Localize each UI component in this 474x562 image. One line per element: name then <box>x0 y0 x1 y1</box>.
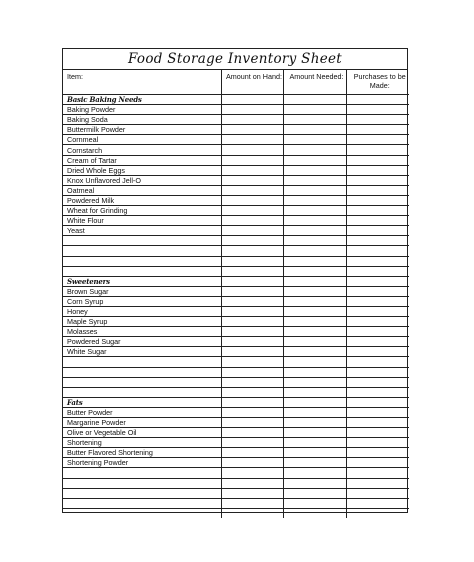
purchases-cell[interactable] <box>346 145 409 155</box>
table-row <box>63 448 409 458</box>
column-header-amount-on-hand: Amount on Hand: <box>221 70 283 95</box>
amount-on-hand-cell[interactable] <box>221 206 283 216</box>
amount-on-hand-cell[interactable] <box>221 367 283 377</box>
item-cell: Wheat for Grinding <box>63 206 221 216</box>
amount-on-hand-cell[interactable] <box>221 397 283 407</box>
purchases-cell[interactable] <box>346 498 409 508</box>
item-cell <box>63 468 221 478</box>
amount-needed-cell[interactable] <box>283 286 346 296</box>
item-cell: Fats <box>63 397 221 407</box>
amount-needed-cell[interactable] <box>283 276 346 286</box>
purchases-cell[interactable] <box>346 286 409 296</box>
item-cell <box>63 256 221 266</box>
purchases-cell[interactable] <box>346 125 409 135</box>
amount-on-hand-cell[interactable] <box>221 418 283 428</box>
amount-on-hand-cell[interactable] <box>221 488 283 498</box>
purchases-cell[interactable] <box>346 397 409 407</box>
table-row <box>63 206 409 216</box>
purchases-cell[interactable] <box>346 438 409 448</box>
table-row <box>63 216 409 226</box>
purchases-cell[interactable] <box>346 357 409 367</box>
amount-on-hand-cell[interactable] <box>221 428 283 438</box>
item-cell: Margarine Powder <box>63 418 221 428</box>
amount-needed-cell[interactable] <box>283 327 346 337</box>
inventory-table <box>63 70 409 518</box>
amount-needed-cell[interactable] <box>283 337 346 347</box>
amount-needed-cell[interactable] <box>283 155 346 165</box>
amount-needed-cell[interactable] <box>283 478 346 488</box>
amount-needed-cell[interactable] <box>283 468 346 478</box>
amount-on-hand-cell[interactable] <box>221 95 283 105</box>
amount-on-hand-cell[interactable] <box>221 377 283 387</box>
amount-on-hand-cell[interactable] <box>221 125 283 135</box>
amount-on-hand-cell[interactable] <box>221 478 283 488</box>
table-row <box>63 185 409 195</box>
amount-needed-cell[interactable] <box>283 377 346 387</box>
inventory-rows <box>63 95 409 518</box>
amount-on-hand-cell[interactable] <box>221 175 283 185</box>
purchases-cell[interactable] <box>346 327 409 337</box>
amount-needed-cell[interactable] <box>283 438 346 448</box>
amount-on-hand-cell[interactable] <box>221 448 283 458</box>
table-row <box>63 458 409 468</box>
table-row <box>63 438 409 448</box>
purchases-cell[interactable] <box>346 387 409 397</box>
amount-needed-cell[interactable] <box>283 508 346 518</box>
blank-row <box>63 377 409 387</box>
table-row <box>63 337 409 347</box>
amount-needed-cell[interactable] <box>283 125 346 135</box>
amount-on-hand-cell[interactable] <box>221 286 283 296</box>
amount-on-hand-cell[interactable] <box>221 276 283 286</box>
table-row <box>63 347 409 357</box>
amount-on-hand-cell[interactable] <box>221 115 283 125</box>
item-cell: Yeast <box>63 226 221 236</box>
blank-row <box>63 488 409 498</box>
purchases-cell[interactable] <box>346 266 409 276</box>
blank-row <box>63 246 409 256</box>
item-cell <box>63 357 221 367</box>
purchases-cell[interactable] <box>346 155 409 165</box>
item-cell: White Sugar <box>63 347 221 357</box>
item-cell <box>63 488 221 498</box>
amount-needed-cell[interactable] <box>283 226 346 236</box>
item-cell: Shortening Powder <box>63 458 221 468</box>
purchases-cell[interactable] <box>346 418 409 428</box>
amount-needed-cell[interactable] <box>283 428 346 438</box>
amount-needed-cell[interactable] <box>283 175 346 185</box>
amount-needed-cell[interactable] <box>283 105 346 115</box>
item-cell: Buttermilk Powder <box>63 125 221 135</box>
item-cell: Honey <box>63 306 221 316</box>
purchases-cell[interactable] <box>346 175 409 185</box>
amount-on-hand-cell[interactable] <box>221 327 283 337</box>
item-cell: White Flour <box>63 216 221 226</box>
amount-on-hand-cell[interactable] <box>221 458 283 468</box>
amount-needed-cell[interactable] <box>283 165 346 175</box>
blank-row <box>63 266 409 276</box>
table-row <box>63 226 409 236</box>
purchases-cell[interactable] <box>346 105 409 115</box>
amount-needed-cell[interactable] <box>283 317 346 327</box>
amount-needed-cell[interactable] <box>283 448 346 458</box>
item-cell: Basic Baking Needs <box>63 95 221 105</box>
purchases-cell[interactable] <box>346 256 409 266</box>
sheet-title: Food Storage Inventory Sheet <box>63 49 407 70</box>
item-cell: Olive or Vegetable Oil <box>63 428 221 438</box>
amount-needed-cell[interactable] <box>283 296 346 306</box>
table-row <box>63 306 409 316</box>
purchases-cell[interactable] <box>346 468 409 478</box>
header-row <box>63 70 409 95</box>
purchases-cell[interactable] <box>346 206 409 216</box>
table-row <box>63 418 409 428</box>
table-row <box>63 145 409 155</box>
item-cell: Butter Powder <box>63 407 221 417</box>
amount-on-hand-cell[interactable] <box>221 155 283 165</box>
blank-row <box>63 236 409 246</box>
table-row <box>63 317 409 327</box>
item-cell: Dried Whole Eggs <box>63 165 221 175</box>
item-cell: Corn Syrup <box>63 296 221 306</box>
purchases-cell[interactable] <box>346 367 409 377</box>
item-cell: Knox Unflavored Jell-O <box>63 175 221 185</box>
amount-on-hand-cell[interactable] <box>221 337 283 347</box>
item-cell <box>63 478 221 488</box>
amount-needed-cell[interactable] <box>283 236 346 246</box>
table-row <box>63 296 409 306</box>
purchases-cell[interactable] <box>346 428 409 438</box>
amount-needed-cell[interactable] <box>283 185 346 195</box>
amount-on-hand-cell[interactable] <box>221 246 283 256</box>
table-row <box>63 135 409 145</box>
purchases-cell[interactable] <box>346 478 409 488</box>
amount-needed-cell[interactable] <box>283 206 346 216</box>
purchases-cell[interactable] <box>346 508 409 518</box>
purchases-cell[interactable] <box>346 195 409 205</box>
blank-row <box>63 508 409 518</box>
blank-row <box>63 357 409 367</box>
purchases-cell[interactable] <box>346 115 409 125</box>
item-cell <box>63 508 221 518</box>
amount-needed-cell[interactable] <box>283 135 346 145</box>
purchases-cell[interactable] <box>346 488 409 498</box>
amount-on-hand-cell[interactable] <box>221 256 283 266</box>
blank-row <box>63 256 409 266</box>
blank-row <box>63 498 409 508</box>
section-row <box>63 276 409 286</box>
amount-on-hand-cell[interactable] <box>221 296 283 306</box>
item-cell <box>63 377 221 387</box>
purchases-cell[interactable] <box>346 347 409 357</box>
table-row <box>63 286 409 296</box>
blank-row <box>63 367 409 377</box>
item-cell: Cream of Tartar <box>63 155 221 165</box>
amount-on-hand-cell[interactable] <box>221 145 283 155</box>
amount-on-hand-cell[interactable] <box>221 165 283 175</box>
purchases-cell[interactable] <box>346 246 409 256</box>
amount-on-hand-cell[interactable] <box>221 306 283 316</box>
blank-row <box>63 387 409 397</box>
amount-on-hand-cell[interactable] <box>221 438 283 448</box>
item-cell <box>63 236 221 246</box>
item-cell <box>63 367 221 377</box>
purchases-cell[interactable] <box>346 185 409 195</box>
amount-needed-cell[interactable] <box>283 458 346 468</box>
item-cell <box>63 387 221 397</box>
item-cell: Cornstarch <box>63 145 221 155</box>
amount-needed-cell[interactable] <box>283 418 346 428</box>
amount-needed-cell[interactable] <box>283 387 346 397</box>
amount-on-hand-cell[interactable] <box>221 347 283 357</box>
amount-needed-cell[interactable] <box>283 357 346 367</box>
purchases-cell[interactable] <box>346 216 409 226</box>
amount-on-hand-cell[interactable] <box>221 407 283 417</box>
purchases-cell[interactable] <box>346 317 409 327</box>
purchases-cell[interactable] <box>346 296 409 306</box>
amount-on-hand-cell[interactable] <box>221 216 283 226</box>
item-cell: Butter Flavored Shortening <box>63 448 221 458</box>
amount-on-hand-cell[interactable] <box>221 226 283 236</box>
amount-needed-cell[interactable] <box>283 95 346 105</box>
purchases-cell[interactable] <box>346 337 409 347</box>
item-cell: Molasses <box>63 327 221 337</box>
amount-needed-cell[interactable] <box>283 246 346 256</box>
table-row <box>63 327 409 337</box>
section-row <box>63 95 409 105</box>
item-cell: Sweeteners <box>63 276 221 286</box>
table-row <box>63 155 409 165</box>
inventory-sheet <box>62 48 408 513</box>
purchases-cell[interactable] <box>346 276 409 286</box>
item-cell: Baking Soda <box>63 115 221 125</box>
purchases-cell[interactable] <box>346 448 409 458</box>
amount-needed-cell[interactable] <box>283 367 346 377</box>
amount-on-hand-cell[interactable] <box>221 508 283 518</box>
amount-on-hand-cell[interactable] <box>221 185 283 195</box>
amount-on-hand-cell[interactable] <box>221 498 283 508</box>
table-row <box>63 115 409 125</box>
amount-on-hand-cell[interactable] <box>221 387 283 397</box>
amount-needed-cell[interactable] <box>283 256 346 266</box>
amount-needed-cell[interactable] <box>283 397 346 407</box>
purchases-cell[interactable] <box>346 236 409 246</box>
item-cell: Maple Syrup <box>63 317 221 327</box>
column-header-purchases: Purchases to be Made: <box>346 70 409 95</box>
blank-row <box>63 468 409 478</box>
table-row <box>63 125 409 135</box>
purchases-cell[interactable] <box>346 458 409 468</box>
table-row <box>63 175 409 185</box>
purchases-cell[interactable] <box>346 95 409 105</box>
item-cell <box>63 266 221 276</box>
amount-needed-cell[interactable] <box>283 347 346 357</box>
item-cell: Brown Sugar <box>63 286 221 296</box>
amount-on-hand-cell[interactable] <box>221 468 283 478</box>
amount-on-hand-cell[interactable] <box>221 236 283 246</box>
amount-needed-cell[interactable] <box>283 145 346 155</box>
item-cell: Oatmeal <box>63 185 221 195</box>
amount-on-hand-cell[interactable] <box>221 105 283 115</box>
purchases-cell[interactable] <box>346 377 409 387</box>
purchases-cell[interactable] <box>346 165 409 175</box>
amount-needed-cell[interactable] <box>283 266 346 276</box>
item-cell: Baking Powder <box>63 105 221 115</box>
table-row <box>63 195 409 205</box>
table-row <box>63 165 409 175</box>
amount-needed-cell[interactable] <box>283 195 346 205</box>
purchases-cell[interactable] <box>346 306 409 316</box>
table-row <box>63 407 409 417</box>
amount-needed-cell[interactable] <box>283 407 346 417</box>
table-row <box>63 105 409 115</box>
amount-needed-cell[interactable] <box>283 115 346 125</box>
item-cell: Powdered Milk <box>63 195 221 205</box>
purchases-cell[interactable] <box>346 135 409 145</box>
amount-needed-cell[interactable] <box>283 488 346 498</box>
blank-row <box>63 478 409 488</box>
column-header-amount-needed: Amount Needed: <box>283 70 346 95</box>
amount-needed-cell[interactable] <box>283 216 346 226</box>
amount-on-hand-cell[interactable] <box>221 135 283 145</box>
amount-on-hand-cell[interactable] <box>221 266 283 276</box>
table-row <box>63 428 409 438</box>
amount-needed-cell[interactable] <box>283 498 346 508</box>
amount-on-hand-cell[interactable] <box>221 195 283 205</box>
item-cell <box>63 498 221 508</box>
item-cell: Cornmeal <box>63 135 221 145</box>
item-cell: Powdered Sugar <box>63 337 221 347</box>
item-cell: Shortening <box>63 438 221 448</box>
amount-needed-cell[interactable] <box>283 306 346 316</box>
item-cell <box>63 246 221 256</box>
section-row <box>63 397 409 407</box>
purchases-cell[interactable] <box>346 407 409 417</box>
purchases-cell[interactable] <box>346 226 409 236</box>
amount-on-hand-cell[interactable] <box>221 357 283 367</box>
amount-on-hand-cell[interactable] <box>221 317 283 327</box>
column-header-item: Item: <box>63 70 221 95</box>
